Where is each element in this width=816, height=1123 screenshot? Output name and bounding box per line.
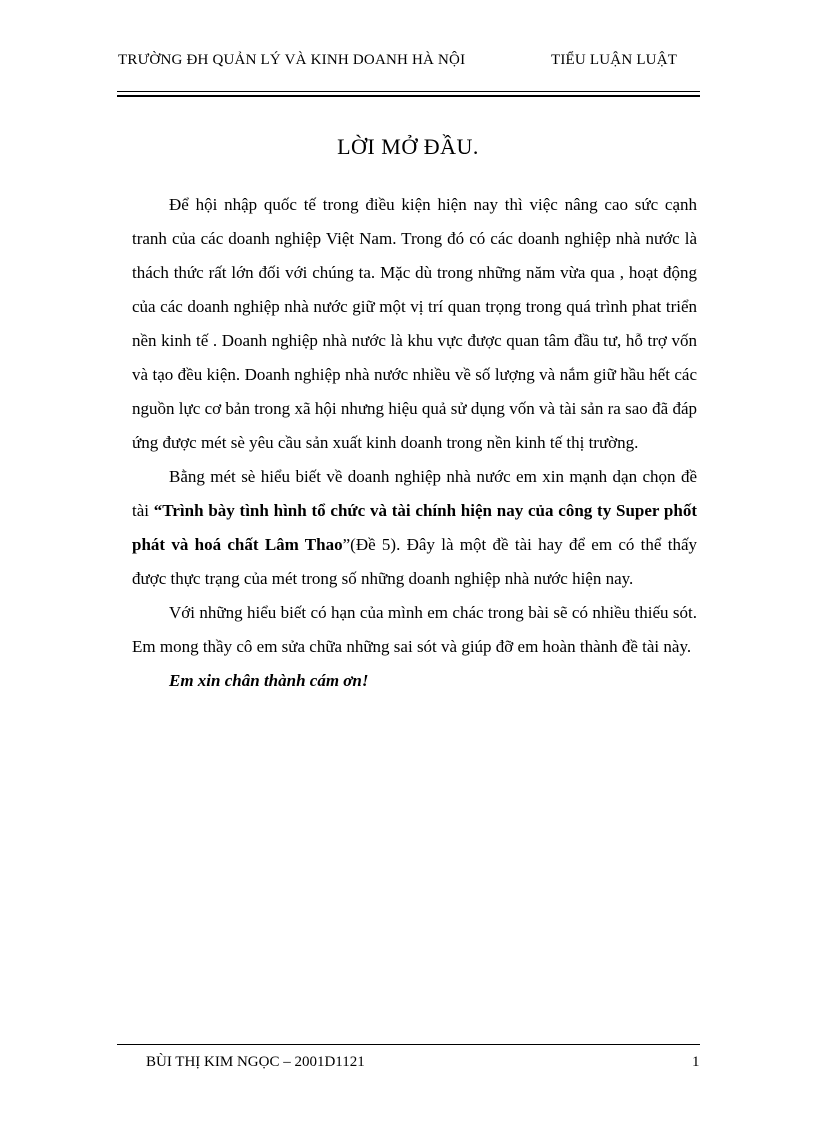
topic-title: “Trình bày tình hình tổ chức và tài chính hiện nay của công ty Super phốt phát và hoá chất Lâm Thao <box>132 501 697 554</box>
topic-lead-text: Bằng mét sè hiểu biết về doanh nghiệp nhà nước em xin mạnh dạn chọn đề tài <box>132 467 697 520</box>
paragraph-topic <box>132 460 697 596</box>
footer-author: BÙI THỊ KIM NGỌC – 2001D1121 <box>146 1054 365 1070</box>
paragraph-intro: Để hội nhập quốc tế trong điều kiện hiện nay thì việc nâng cao sức cạnh tranh của các doanh nghiệp Việt Nam. Trong đó có các doanh nghiệp nhà nước là thách thức rất lớn đối với chúng ta. Mặc dù trong những năm vừa qua , hoạt động của các doanh nghiệp nhà nước giữ một vị trí quan trọng trong quá trình phat triển nền kinh tế . Doanh nghiệp nhà nước là khu vực được quan tâm đầu tư, hỗ trợ vốn và tạo đều kiện. Doanh nghiệp nhà nước nhiều về số lượng và nắm giữ hầu hết các nguồn lực cơ bản trong xã hội nhưng hiệu quả sử dụng vốn và tài sản ra sao đã đáp ứng được mét sè yêu cầu sản xuất kinh doanh trong nền kinh tế thị trường. <box>132 195 697 452</box>
header-school-name: TRƯỜNG ĐH QUẢN LÝ VÀ KINH DOANH HÀ NỘI <box>118 52 466 68</box>
topic-tail-text: ”(Đề 5). Đây là một đề tài hay để em có thể thấy được thực trạng của mét trong số những doanh nghiệp nhà nước hiện nay. <box>132 535 697 588</box>
footer-rule <box>117 1044 700 1045</box>
closing-thanks: Em xin chân thành cám ơn! <box>169 671 369 690</box>
page-number: 1 <box>692 1054 700 1070</box>
document-body <box>132 188 697 698</box>
page-title: LỜI MỞ ĐẦU. <box>337 134 479 159</box>
header-rule-bottom <box>117 95 700 97</box>
header-document-type: TIỂU LUẬN LUẬT <box>551 52 678 68</box>
paragraph-apology: Với những hiểu biết có hạn của mình em chác trong bài sẽ có nhiều thiếu sót. Em mong thầy cô em sửa chữa những sai sót và giúp đỡ em hoàn thành đề tài này. <box>132 603 697 656</box>
header-rule-top <box>117 91 700 92</box>
